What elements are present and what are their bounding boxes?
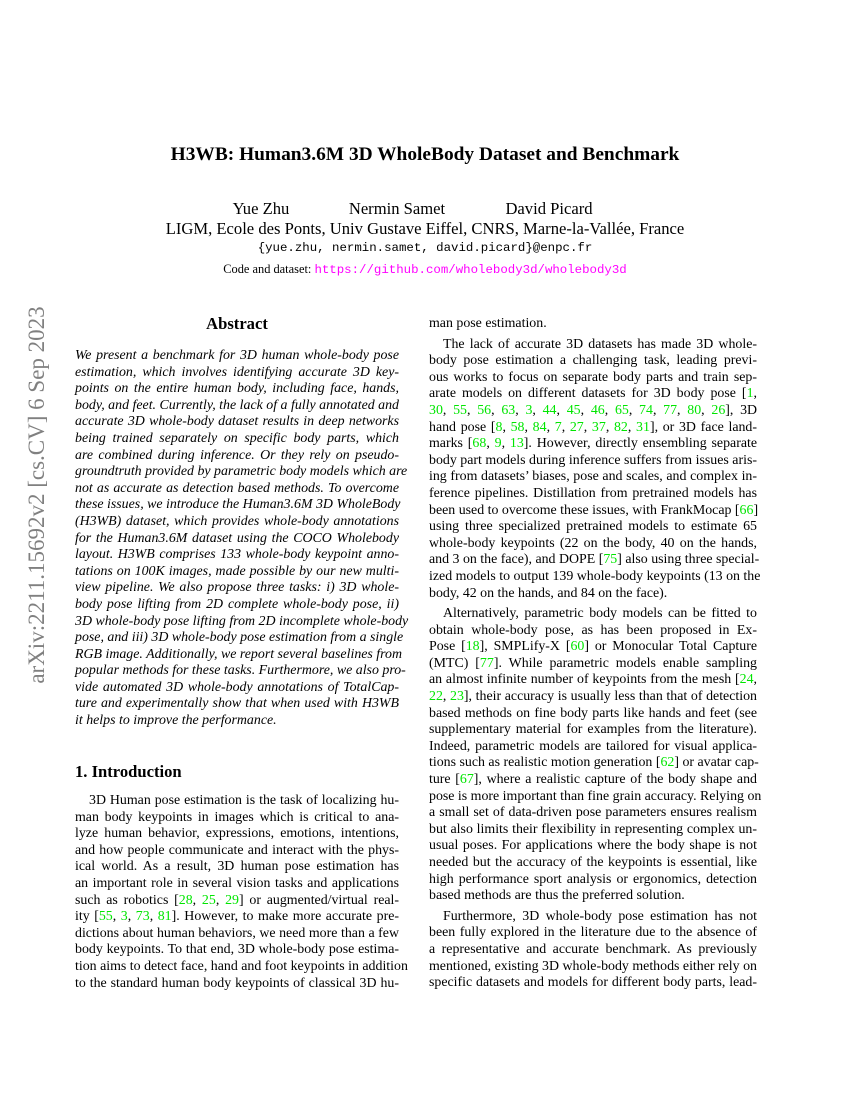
text-segment: an almost infinite number of keypoints from the mesh [ (429, 672, 740, 688)
text-segment: , (627, 419, 637, 435)
text-line (75, 597, 399, 614)
text-line (75, 646, 403, 664)
text-segment: (MTC) [ (429, 655, 480, 671)
text-segment: to the standard human body keypoints of classical 3D hu- (75, 975, 399, 991)
text-segment: , (677, 402, 688, 418)
text-segment: based methods are thus the preferred solution. (429, 888, 685, 904)
abstract-heading: Abstract (206, 314, 268, 333)
text-segment: Furthermore, 3D whole-body pose estimation has not (443, 908, 757, 924)
text-segment: ity [ (75, 909, 99, 925)
citation-link[interactable]: 23 (450, 689, 464, 705)
citation-link[interactable]: 73 (135, 909, 150, 925)
author-emails: {yue.zhu, nermin.samet, david.picard}@enpc.fr (257, 241, 593, 255)
text-line (75, 580, 399, 597)
paragraph (429, 336, 761, 603)
text-line (429, 552, 760, 569)
text-segment: hand pose [ (429, 419, 496, 435)
text-segment: ical world. As a result, 3D human pose estimation has (75, 859, 399, 875)
text-line (429, 353, 757, 370)
text-line (75, 826, 399, 843)
text-line (429, 925, 757, 942)
text-line (75, 926, 399, 943)
citation-link[interactable]: 77 (479, 655, 494, 671)
text-segment: mentioned, existing 3D whole-body methods either rely on (429, 958, 757, 974)
citation-link[interactable]: 1 (746, 386, 754, 402)
text-segment: , (149, 909, 158, 925)
text-segment: , (502, 419, 511, 435)
introduction-left-column (75, 793, 408, 992)
text-segment: a representative and accurate benchmark. As previously (429, 941, 757, 957)
text-segment: ous works to focus on separate body parts and train sep- (429, 369, 757, 385)
text-segment: vide automated 3D whole-body annotations of TotalCap- (75, 679, 399, 695)
text-segment: are combined during inference. Or they rely on pseudo- (75, 447, 399, 463)
text-segment: lyze human behavior, expressions, emotions, intentions, (75, 826, 399, 842)
text-segment: ], 3D (725, 402, 758, 418)
text-segment: ] or Monocular Total Capture (584, 639, 757, 655)
text-line (429, 586, 757, 603)
citation-link[interactable]: 3 (120, 909, 128, 925)
text-segment: , (215, 892, 226, 908)
text-segment: dictions about human behaviors, we need more than a few (75, 925, 399, 941)
text-segment: , (583, 419, 592, 435)
text-segment: The lack of accurate 3D datasets has made 3D whole- (443, 336, 757, 352)
text-line (75, 843, 399, 860)
text-line (429, 942, 757, 959)
citation-link[interactable]: 18 (465, 639, 480, 655)
text-segment: RGB image. Additionally, we report several baselines from (75, 646, 403, 662)
introduction-heading: 1. Introduction (75, 762, 182, 781)
citation-link[interactable]: 13 (509, 436, 524, 452)
text-line (75, 630, 404, 647)
text-segment: , (605, 419, 614, 435)
text-line (75, 876, 399, 893)
text-line (75, 531, 399, 548)
citation-link[interactable]: 3 (525, 402, 533, 418)
text-line (429, 519, 757, 536)
text-line (75, 398, 399, 415)
text-line (75, 680, 399, 697)
text-line (75, 713, 399, 730)
text-segment: ture and experimentally show that when used with H3WB (75, 696, 399, 712)
text-line (429, 838, 757, 855)
text-segment: accurate 3D whole-body dataset results in deep networks (75, 414, 399, 430)
text-segment: ]. However, directly ensembling separate (523, 436, 758, 452)
text-segment: ], where a realistic capture of the body shape and (473, 772, 757, 788)
text-segment: and 3 on the face), and DOPE [ (429, 552, 604, 568)
text-segment: man pose estimation. (429, 316, 547, 331)
citation-link[interactable]: 8 (495, 419, 503, 435)
text-segment: , (532, 402, 543, 418)
text-line (429, 469, 757, 486)
text-segment: tations on 100K images, made possible by our new multi- (75, 563, 399, 579)
text-segment: , (515, 402, 526, 418)
text-segment: an important role in several vision tasks and applications (75, 875, 399, 891)
author-name: Nermin Samet (348, 199, 446, 218)
text-segment: body part models during inference suffers from issues aris- (429, 452, 757, 468)
text-line (429, 909, 757, 926)
text-line (75, 414, 399, 431)
text-segment: marks [ (429, 436, 473, 452)
citation-link[interactable]: 44 (542, 402, 557, 418)
text-segment: , (501, 436, 510, 452)
text-line (429, 706, 757, 723)
text-segment: body pose lifting from 2D complete whole-body pose, ii) (75, 596, 399, 612)
citation-link[interactable]: 84 (532, 419, 547, 435)
text-segment: , (628, 402, 640, 418)
text-segment: , (546, 419, 555, 435)
text-segment: ], SMPLify-X [ (479, 639, 571, 655)
text-segment: ference pipelines. Distillation from pretrained models has (429, 485, 757, 501)
text-segment: body keypoints. To that end, 3D whole-body pose estima- (75, 942, 399, 958)
text-segment: body pose estimation a challenging task, leading previ- (429, 353, 757, 369)
text-segment: ] or avatar cap- (674, 755, 759, 771)
citation-link[interactable]: 28 (178, 892, 193, 908)
paper-title: H3WB: Human3.6M 3D WholeBody Dataset and Benchmark (170, 144, 680, 165)
text-segment: We present a benchmark for 3D human whole-body pose (75, 348, 399, 363)
text-line (429, 486, 757, 503)
text-segment: using three specialized pretrained models to estimate 65 (429, 519, 757, 535)
text-segment: ], or 3D face land- (649, 419, 758, 435)
citation-link[interactable]: 60 (570, 639, 585, 655)
text-line (75, 514, 399, 531)
text-line (75, 613, 409, 631)
introduction-right-column (429, 316, 762, 992)
citation-link[interactable]: 66 (739, 502, 754, 518)
text-line (429, 855, 757, 872)
text-segment: , (652, 402, 664, 418)
text-segment: , (127, 909, 136, 925)
text-line (429, 453, 757, 470)
text-line (429, 337, 757, 354)
text-segment: groundtruth provided by parametric body models which are (75, 464, 408, 480)
text-segment: ]. While parametric models enable sampling (493, 655, 757, 671)
text-segment: , (753, 672, 757, 688)
text-segment: , (524, 419, 533, 435)
abstract-body (75, 348, 409, 730)
citation-link[interactable]: 55 (98, 909, 113, 925)
text-line (75, 431, 399, 448)
text-segment: specific datasets and models for different body parts, lead- (429, 975, 757, 991)
paragraph (429, 606, 762, 905)
text-segment: for the Human3.6M dataset using the COCO Wholebody (75, 530, 399, 546)
text-segment: high performance sport analysis or ergonomics, detection (429, 871, 757, 887)
text-line (429, 722, 757, 739)
text-segment: (H3WB) dataset, which provides whole-body annotations (75, 513, 399, 529)
text-segment: based methods on fine body parts like hands and feet (see (429, 705, 757, 721)
text-segment: , (556, 402, 567, 418)
citation-link[interactable]: 63 (501, 402, 516, 418)
text-segment: view pipeline. We also propose three tasks: i) 3D whole- (75, 580, 399, 596)
citation-link[interactable]: 24 (739, 672, 754, 688)
code-url-link[interactable]: https://github.com/wholebody3d/wholebody3d (314, 263, 627, 277)
citation-link[interactable]: 81 (157, 909, 172, 925)
text-line (429, 672, 757, 689)
text-line (429, 975, 757, 992)
text-line (429, 639, 757, 656)
text-line (75, 663, 406, 680)
text-line (429, 788, 762, 806)
paragraph (75, 793, 408, 992)
citation-link[interactable]: 29 (225, 892, 239, 908)
text-line (429, 888, 757, 905)
text-line (429, 872, 757, 889)
text-segment: , (442, 689, 451, 705)
text-line (429, 370, 757, 387)
text-segment: ] (753, 502, 759, 518)
text-segment: , (491, 402, 502, 418)
text-segment: obtain whole-body pose, as has been proposed in Ex- (429, 622, 757, 638)
citation-link[interactable]: 9 (494, 436, 502, 452)
text-segment: , (580, 402, 591, 418)
citation-link[interactable]: 31 (636, 419, 650, 435)
text-line (75, 448, 399, 465)
affiliation: LIGM, Ecole des Ponts, Univ Gustave Eiffel, CNRS, Marne-la-Vallée, France (165, 219, 685, 238)
text-segment: these issues, we introduce the Human3.6M 3D WholeBody (75, 497, 401, 513)
citation-link[interactable]: 67 (459, 772, 474, 788)
text-segment: man body keypoints in images which is critical to ana- (75, 809, 399, 825)
text-line (75, 348, 399, 365)
text-segment: ], their accuracy is usually less than that of detection (463, 689, 757, 705)
code-label: Code and dataset: (223, 262, 315, 276)
text-line (429, 739, 757, 756)
text-line (429, 568, 761, 586)
text-segment: body, and feet. Currently, the lack of a fully annotated and (75, 397, 399, 413)
text-line (75, 942, 399, 959)
paragraph (429, 909, 757, 992)
text-line (429, 755, 757, 772)
text-segment: usual poses. For applications where the body shape is not (429, 838, 757, 854)
text-segment: 3D Human pose estimation is the task of localizing hu- (89, 793, 399, 808)
citation-link[interactable]: 22 (429, 689, 443, 705)
text-segment: a small set of data-driven pose parameters ensures realism (429, 805, 757, 821)
text-segment: , (192, 892, 202, 908)
text-line (75, 976, 399, 993)
citation-link[interactable]: 58 (510, 419, 525, 435)
author-name: Yue Zhu (232, 199, 290, 218)
text-segment: , (604, 402, 615, 418)
text-segment: popular methods for these tasks. Furthermore, we also pro- (75, 663, 406, 679)
text-segment: arate models on different datasets for 3D body pose [ (429, 386, 747, 402)
text-segment: and how people communicate and interact with the phys- (75, 842, 399, 858)
text-segment: ] also using three special- (617, 552, 760, 568)
text-segment: points on the entire human body, including face, hands, (75, 381, 399, 397)
text-segment: 3D whole-body pose lifting from 2D incomplete whole-body (75, 613, 409, 629)
citation-link[interactable]: 68 (472, 436, 487, 452)
text-segment: needed but the accuracy of the keypoints is essential, like (429, 855, 757, 870)
text-line (429, 420, 757, 437)
text-segment: ing from datasets’ biases, pose and scales, and complex in- (429, 469, 757, 485)
text-segment: , (112, 909, 121, 925)
text-line (75, 365, 399, 382)
text-line (429, 436, 757, 453)
text-line (75, 696, 399, 713)
paragraph (429, 316, 757, 333)
text-segment: estimation, which involves identifying accurate 3D key- (75, 364, 399, 380)
text-segment: , (701, 402, 712, 418)
citation-link[interactable]: 80 (687, 402, 702, 418)
text-line (429, 316, 757, 333)
arxiv-identifier-stamp: arXiv:2211.15692v2 [cs.CV] 6 Sep 2023 (24, 306, 49, 684)
text-line (75, 859, 399, 876)
text-segment: being trained separately on specific body parts, which (75, 430, 399, 446)
citation-link[interactable]: 45 (566, 402, 581, 418)
text-line (75, 909, 399, 926)
text-line (75, 481, 399, 498)
text-segment: Indeed, parametric models are tailored for visual applica- (429, 738, 757, 754)
text-segment: such as robotics [ (75, 892, 179, 908)
text-line (75, 547, 399, 564)
text-line (429, 606, 757, 623)
text-line (429, 623, 757, 640)
text-segment: Alternatively, parametric body models can be fitted to (443, 606, 757, 622)
citation-link[interactable]: 7 (554, 419, 562, 435)
text-line (429, 959, 757, 976)
citation-link[interactable]: 46 (590, 402, 605, 418)
text-segment: tions such as realistic motion generation [ (429, 755, 661, 771)
citation-link[interactable]: 65 (614, 402, 629, 418)
citation-link[interactable]: 27 (569, 419, 584, 435)
text-segment: ] or augmented/virtual real- (238, 892, 400, 908)
text-segment: , (442, 402, 454, 418)
text-segment: been used to overcome these issues, with FrankMocap [ (429, 502, 740, 518)
text-segment: , (561, 419, 570, 435)
text-line (75, 464, 408, 481)
text-segment: tion aims to detect face, hand and foot keypoints in addition (75, 958, 408, 974)
citation-link[interactable]: 75 (603, 552, 618, 568)
citation-link[interactable]: 56 (477, 402, 492, 418)
text-line (429, 805, 757, 822)
text-segment: body, 42 on the hands, and 84 on the face). (429, 585, 668, 601)
citation-link[interactable]: 26 (711, 402, 726, 418)
text-line (429, 386, 757, 403)
text-line (75, 564, 399, 581)
text-line (429, 822, 757, 839)
text-line (429, 656, 757, 673)
text-line (429, 403, 757, 420)
text-line (75, 793, 399, 810)
text-segment: , (486, 436, 495, 452)
text-segment: , (467, 402, 478, 418)
text-line (75, 958, 408, 976)
text-segment: been fully explored in the literature due to the absence of (429, 925, 757, 941)
text-segment: Pose [ (429, 639, 466, 655)
text-line (429, 772, 757, 789)
text-segment: layout. H3WB comprises 133 whole-body keypoint anno- (75, 547, 399, 563)
citation-link[interactable]: 55 (453, 402, 467, 418)
text-segment: whole-body keypoints (22 on the body, 40 on the hands, (429, 535, 757, 551)
text-segment: ture [ (429, 772, 460, 788)
text-segment: pose is more important than fine grain accuracy. Relying on (429, 788, 762, 804)
text-line (75, 893, 399, 910)
citation-link[interactable]: 37 (591, 419, 606, 435)
text-line (75, 497, 399, 514)
citation-link[interactable]: 82 (613, 419, 628, 435)
citation-link[interactable]: 74 (639, 402, 653, 418)
citation-link[interactable]: 77 (663, 402, 678, 418)
text-segment: it helps to improve the performance. (75, 713, 277, 729)
text-segment: not as accurate as detection based methods. To overcome (75, 480, 399, 496)
citation-link[interactable]: 25 (201, 892, 216, 908)
code-dataset-line (0, 261, 850, 278)
paragraph (75, 348, 409, 730)
text-line (75, 381, 399, 398)
text-segment: ]. However, to make more accurate pre- (171, 909, 399, 925)
text-line (429, 689, 757, 706)
text-line (429, 503, 757, 520)
author-name: David Picard (505, 199, 593, 218)
text-line (429, 536, 757, 553)
text-segment: supplementary material for examples from the literature). (429, 722, 757, 738)
text-segment: , (753, 386, 757, 402)
text-segment: ized models to output 139 whole-body keypoints (13 on the (429, 568, 761, 584)
citation-link[interactable]: 30 (429, 402, 443, 418)
text-segment: pose, and iii) 3D whole-body pose estimation from a single (75, 630, 404, 646)
text-segment: but also limits their flexibility in representing complex un- (429, 821, 757, 837)
citation-link[interactable]: 62 (660, 755, 675, 771)
text-line (75, 810, 399, 827)
